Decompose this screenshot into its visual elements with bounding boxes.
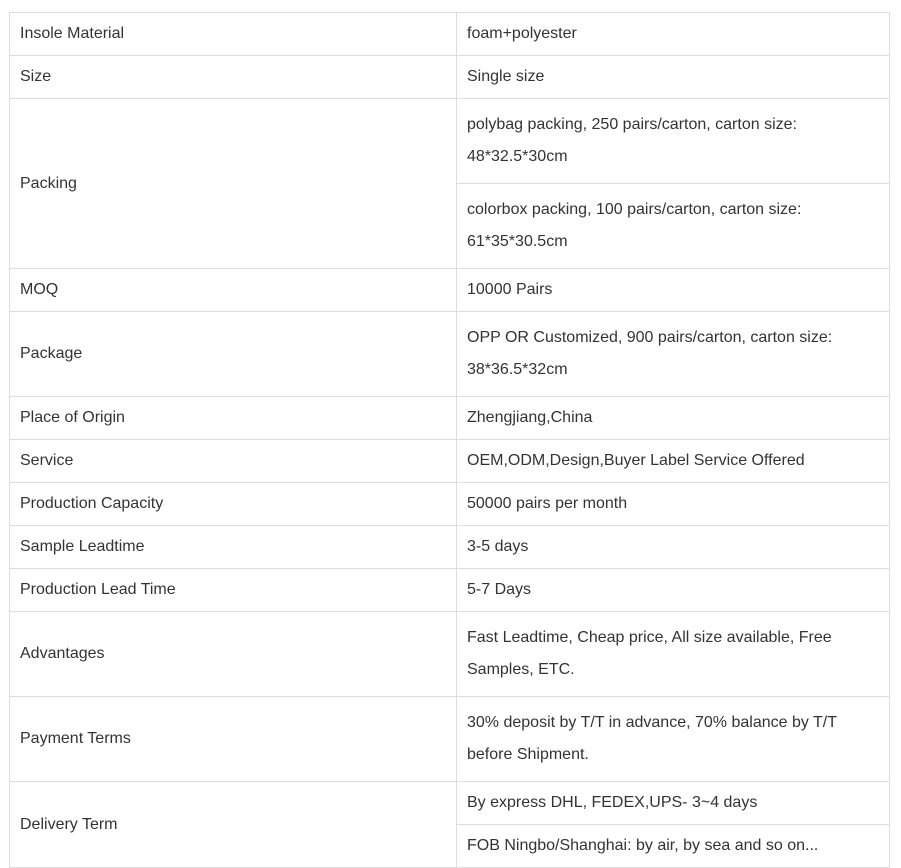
table-row [10,56,890,99]
spec-label: Payment Terms [10,697,457,782]
table-row [10,526,890,569]
spec-value: 3-5 days [457,526,890,569]
spec-label: Service [10,440,457,483]
spec-label: Production Lead Time [10,569,457,612]
spec-value: By express DHL, FEDEX,UPS- 3~4 days [457,782,890,825]
spec-value: polybag packing, 250 pairs/carton, carton size: 48*32.5*30cm [457,99,890,184]
table-row [10,99,890,184]
table-row [10,397,890,440]
spec-value: 30% deposit by T/T in advance, 70% balance by T/T before Shipment. [457,697,890,782]
spec-value: OPP OR Customized, 900 pairs/carton, carton size: 38*36.5*32cm [457,312,890,397]
table-row [10,13,890,56]
table-row [10,312,890,397]
spec-label: Size [10,56,457,99]
table-row [10,612,890,697]
spec-value: Fast Leadtime, Cheap price, All size available, Free Samples, ETC. [457,612,890,697]
spec-value: Single size [457,56,890,99]
table-row [10,697,890,782]
spec-label: Package [10,312,457,397]
spec-label: Delivery Term [10,782,457,868]
spec-value: foam+polyester [457,13,890,56]
table-row [10,269,890,312]
spec-value: FOB Ningbo/Shanghai: by air, by sea and so on... [457,825,890,868]
spec-value: 5-7 Days [457,569,890,612]
spec-value: OEM,ODM,Design,Buyer Label Service Offered [457,440,890,483]
table-row [10,569,890,612]
spec-label: Production Capacity [10,483,457,526]
table-row [10,440,890,483]
spec-label: Place of Origin [10,397,457,440]
spec-value: Zhengjiang,China [457,397,890,440]
spec-label: Insole Material [10,13,457,56]
product-spec-table [9,12,890,868]
table-row [10,782,890,825]
spec-label: Packing [10,99,457,269]
spec-label: Advantages [10,612,457,697]
spec-value: 50000 pairs per month [457,483,890,526]
spec-label: Sample Leadtime [10,526,457,569]
table-row [10,483,890,526]
spec-value: colorbox packing, 100 pairs/carton, carton size: 61*35*30.5cm [457,184,890,269]
spec-label: MOQ [10,269,457,312]
spec-value: 10000 Pairs [457,269,890,312]
